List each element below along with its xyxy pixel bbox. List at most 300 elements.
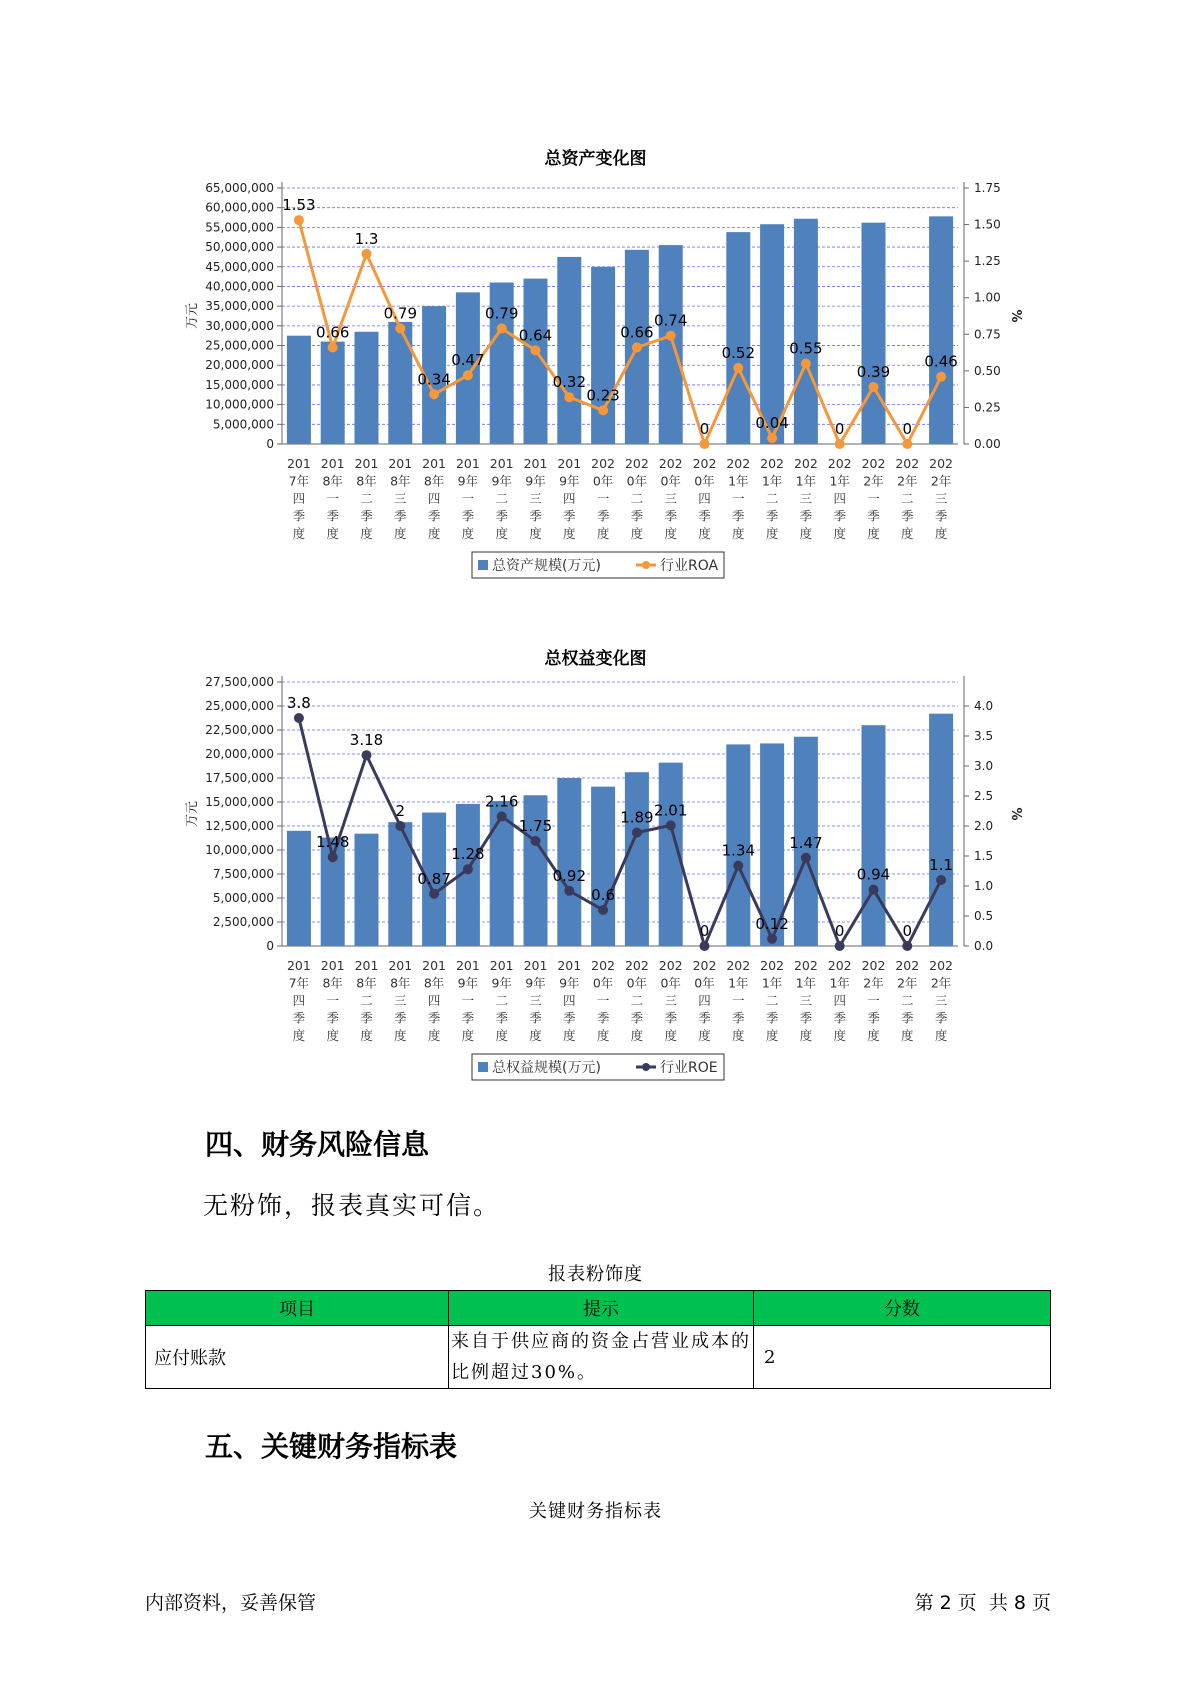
x-tick-label: 四 (292, 491, 306, 506)
bar (321, 342, 345, 444)
x-tick-label: 度 (867, 1028, 880, 1043)
data-label: 0.92 (552, 866, 587, 885)
data-label: 3.8 (286, 694, 311, 712)
data-label: 0.04 (755, 414, 789, 433)
data-label: 0 (834, 420, 845, 438)
line-point (294, 713, 304, 723)
x-tick-label: 季 (394, 508, 407, 524)
x-tick-label: 201 (557, 456, 582, 471)
x-tick-label: 季 (326, 1010, 339, 1026)
data-label: 0.79 (383, 304, 418, 323)
x-tick-label: 季 (630, 1010, 644, 1026)
x-tick-label: 季 (596, 508, 610, 524)
risk-table-header-hint: 提示 (449, 1291, 754, 1326)
line-point (936, 875, 946, 885)
x-tick-label: 度 (360, 526, 373, 541)
x-tick-label: 2年 (863, 975, 884, 991)
x-tick-label: 度 (495, 1028, 508, 1043)
x-tick-label: 1年 (829, 473, 850, 489)
x-tick-label: 季 (765, 1010, 779, 1026)
x-tick-label: 202 (658, 456, 683, 471)
y-axis-label: 万元 (185, 800, 200, 828)
line-point (362, 249, 372, 259)
x-tick-label: 一 (596, 491, 610, 506)
x-tick-label: 度 (461, 1028, 475, 1043)
x-tick-label: 三 (934, 491, 948, 506)
line-point (801, 853, 811, 863)
x-tick-label: 7年 (288, 975, 310, 991)
y2-tick-label: 1.5 (974, 849, 994, 863)
x-tick-label: 202 (726, 456, 751, 471)
x-tick-label: 度 (427, 1028, 441, 1043)
x-tick-label: 202 (624, 958, 649, 973)
x-tick-label: 三 (934, 993, 948, 1008)
x-tick-label: 季 (529, 1010, 542, 1026)
x-tick-label: 201 (489, 456, 514, 471)
x-tick-label: 季 (732, 508, 745, 524)
line-point (700, 941, 710, 951)
line-point (328, 342, 338, 352)
x-tick-label: 季 (799, 508, 813, 524)
bar (794, 219, 818, 444)
x-tick-label: 9年 (491, 473, 512, 489)
y2-tick-label: 3.0 (974, 759, 994, 773)
x-tick-label: 季 (563, 508, 576, 524)
data-label: 0.23 (586, 386, 620, 405)
y-tick-label: 50,000,000 (205, 240, 274, 255)
data-label: 0.12 (755, 914, 789, 933)
x-tick-label: 二 (901, 491, 914, 506)
x-tick-label: 二 (495, 491, 508, 506)
y-axis-label: 万元 (185, 302, 200, 330)
line-point (564, 392, 574, 402)
x-tick-label: 一 (732, 993, 745, 1008)
x-tick-label: 四 (563, 491, 576, 506)
x-tick-label: 201 (286, 958, 311, 973)
x-tick-label: 季 (495, 508, 508, 524)
x-tick-label: 季 (529, 508, 542, 524)
data-label: 2.16 (484, 792, 519, 811)
x-tick-label: 0年 (660, 473, 681, 489)
x-tick-label: 度 (495, 526, 508, 541)
bar (557, 257, 581, 444)
data-label: 0.79 (484, 304, 519, 323)
y2-tick-label: 0.75 (974, 327, 1001, 342)
x-tick-label: 202 (895, 958, 920, 973)
line-point (362, 750, 372, 760)
data-label: 0 (902, 922, 913, 940)
risk-hint-cell: 来自于供应商的资金占营业成本的比例超过30%。 (449, 1326, 754, 1389)
x-tick-label: 度 (630, 526, 644, 541)
data-label: 1.89 (620, 808, 654, 827)
y-tick-label: 55,000,000 (205, 220, 274, 235)
x-tick-label: 三 (394, 993, 407, 1008)
x-tick-label: 四 (833, 491, 846, 506)
y2-tick-label: 3.5 (974, 729, 994, 743)
x-tick-label: 9年 (525, 975, 546, 991)
x-tick-label: 201 (320, 958, 345, 973)
x-tick-label: 二 (495, 993, 508, 1008)
x-tick-label: 度 (360, 1028, 373, 1043)
x-tick-label: 度 (934, 526, 948, 541)
data-label: 1.75 (518, 817, 553, 835)
x-tick-label: 季 (833, 1010, 846, 1026)
x-tick-label: 202 (760, 456, 785, 471)
y-tick-label: 40,000,000 (205, 279, 274, 294)
x-tick-label: 度 (799, 526, 813, 541)
x-tick-label: 9年 (457, 975, 479, 991)
x-tick-label: 201 (455, 456, 480, 471)
data-label: 3.18 (349, 731, 384, 750)
x-tick-label: 9年 (559, 473, 580, 489)
x-tick-label: 度 (901, 526, 914, 541)
data-label: 0 (699, 922, 710, 940)
x-tick-label: 季 (360, 1010, 373, 1026)
x-tick-label: 8年 (390, 975, 411, 991)
risk-item-cell: 应付账款 (146, 1326, 449, 1389)
x-tick-label: 0年 (660, 975, 681, 991)
x-tick-label: 201 (388, 456, 413, 471)
risk-table-header-item: 项目 (146, 1291, 449, 1326)
x-tick-label: 7年 (288, 473, 310, 489)
y2-tick-label: 1.0 (974, 879, 994, 893)
x-tick-label: 度 (630, 1028, 644, 1043)
line-point (733, 861, 743, 871)
x-tick-label: 四 (833, 993, 846, 1008)
line-point (835, 941, 845, 951)
data-label: 0.39 (856, 362, 891, 381)
x-tick-label: 0年 (694, 473, 715, 489)
x-tick-label: 三 (664, 491, 677, 506)
y-tick-label: 15,000,000 (205, 377, 274, 392)
x-tick-label: 202 (793, 958, 818, 973)
line-point (497, 811, 507, 821)
data-label: 1.1 (929, 856, 954, 874)
x-tick-label: 度 (563, 1028, 576, 1043)
chart-total-equity (0, 670, 1191, 1090)
line-point (902, 941, 912, 951)
legend-line-label: 行业ROA (660, 558, 719, 574)
x-tick-label: 三 (529, 491, 542, 506)
x-tick-label: 季 (427, 508, 441, 524)
x-tick-label: 2年 (930, 975, 952, 991)
x-tick-label: 度 (664, 526, 677, 541)
data-label: 2 (395, 802, 406, 820)
x-tick-label: 季 (901, 1010, 914, 1026)
x-tick-label: 202 (760, 958, 785, 973)
x-tick-label: 201 (388, 958, 413, 973)
x-tick-label: 8年 (423, 975, 445, 991)
section5-heading: 五、关键财务指标表 (205, 1430, 458, 1463)
x-tick-label: 0年 (626, 473, 648, 489)
y2-tick-label: 0.25 (974, 400, 1001, 415)
legend-bar-label: 总资产规模(万元) (492, 558, 601, 574)
y-tick-label: 60,000,000 (205, 200, 274, 215)
x-tick-label: 季 (664, 508, 677, 524)
legend-line-marker (642, 1063, 650, 1071)
x-tick-label: 202 (624, 456, 649, 471)
data-label: 0 (834, 922, 845, 940)
line-point (632, 342, 642, 352)
x-tick-label: 2年 (863, 473, 884, 489)
data-label: 0 (902, 420, 913, 438)
x-tick-label: 202 (861, 958, 886, 973)
x-tick-label: 二 (360, 491, 373, 506)
x-tick-label: 1年 (795, 473, 817, 489)
x-tick-label: 度 (732, 526, 745, 541)
line-point (463, 864, 473, 874)
y2-tick-label: 0.50 (974, 363, 1001, 378)
x-tick-label: 9年 (525, 473, 546, 489)
x-tick-label: 度 (529, 526, 542, 541)
y2-tick-label: 0.00 (974, 437, 1001, 451)
y2-tick-label: 1.50 (974, 217, 1001, 232)
y-tick-label: 0 (266, 939, 274, 953)
line-point (835, 439, 845, 449)
x-tick-label: 1年 (728, 473, 749, 489)
y-tick-label: 5,000,000 (212, 891, 274, 905)
bar (355, 834, 379, 946)
x-tick-label: 0年 (592, 473, 614, 489)
x-tick-label: 四 (698, 491, 711, 506)
chart-title-equity: 总权益变化图 (544, 649, 647, 669)
x-tick-label: 二 (901, 993, 914, 1008)
x-tick-label: 度 (698, 526, 711, 541)
bar (287, 336, 311, 444)
line-point (395, 821, 405, 831)
x-tick-label: 一 (867, 491, 880, 506)
x-tick-label: 8年 (423, 473, 445, 489)
x-tick-label: 季 (292, 508, 306, 524)
x-tick-label: 一 (596, 993, 610, 1008)
y-tick-label: 20,000,000 (205, 358, 274, 373)
section4-heading: 四、财务风险信息 (205, 1128, 430, 1161)
x-tick-label: 二 (630, 491, 644, 506)
x-tick-label: 度 (427, 526, 441, 541)
x-tick-label: 度 (765, 526, 779, 541)
line-point (598, 405, 608, 415)
x-tick-label: 四 (292, 993, 306, 1008)
y-tick-label: 2,500,000 (212, 915, 274, 929)
data-label: 1.48 (315, 833, 350, 852)
x-tick-label: 季 (799, 1010, 813, 1026)
data-label: 0.52 (721, 343, 756, 362)
data-label: 0.32 (552, 373, 587, 392)
bar (591, 787, 615, 946)
x-tick-label: 季 (833, 508, 846, 524)
x-tick-label: 202 (827, 456, 852, 471)
bar (929, 714, 953, 946)
x-tick-label: 季 (461, 508, 475, 524)
x-tick-label: 度 (732, 1028, 745, 1043)
line-point (395, 323, 405, 333)
y-tick-label: 10,000,000 (205, 843, 274, 857)
x-tick-label: 季 (765, 508, 779, 524)
line-point (767, 433, 777, 443)
x-tick-label: 度 (867, 526, 880, 541)
line-point (733, 363, 743, 373)
bar (862, 223, 886, 444)
y2-tick-label: 2.5 (974, 789, 994, 803)
y2-axis-label: % (1008, 309, 1023, 323)
x-tick-label: 1年 (795, 975, 817, 991)
x-tick-label: 202 (591, 958, 616, 973)
legend-line-marker (642, 561, 650, 569)
x-tick-label: 202 (591, 456, 616, 471)
x-tick-label: 度 (934, 1028, 948, 1043)
line-point (531, 836, 541, 846)
x-tick-label: 201 (422, 456, 447, 471)
data-label: 0 (699, 420, 710, 438)
line-point (902, 439, 912, 449)
x-tick-label: 度 (698, 1028, 711, 1043)
x-tick-label: 1年 (761, 473, 783, 489)
bar (862, 725, 886, 946)
y2-tick-label: 4.0 (974, 699, 994, 713)
x-tick-label: 度 (765, 1028, 779, 1043)
y-tick-label: 30,000,000 (205, 318, 274, 333)
bar (625, 772, 649, 946)
x-tick-label: 二 (360, 993, 373, 1008)
line-point (429, 889, 439, 899)
bar (388, 322, 412, 444)
x-tick-label: 9年 (559, 975, 580, 991)
line-point (767, 934, 777, 944)
x-tick-label: 202 (827, 958, 852, 973)
data-label: 1.34 (721, 841, 756, 860)
y-tick-label: 7,500,000 (212, 867, 274, 881)
line-point (666, 820, 676, 830)
x-tick-label: 度 (326, 1028, 339, 1043)
y-tick-label: 65,000,000 (205, 181, 274, 195)
bar (659, 245, 683, 444)
x-tick-label: 202 (692, 958, 717, 973)
y-tick-label: 25,000,000 (205, 699, 274, 713)
data-label: 0.46 (924, 352, 958, 371)
line-point (429, 389, 439, 399)
y2-tick-label: 1.75 (974, 181, 1001, 195)
x-tick-label: 季 (596, 1010, 610, 1026)
data-label: 0.94 (856, 865, 891, 884)
key-metrics-caption: 关键财务指标表 (529, 1501, 662, 1522)
bar (760, 224, 784, 444)
data-label: 0.66 (315, 323, 350, 342)
x-tick-label: 二 (630, 993, 644, 1008)
x-tick-label: 201 (354, 958, 379, 973)
x-tick-label: 8年 (322, 975, 343, 991)
x-tick-label: 202 (793, 456, 818, 471)
x-tick-label: 一 (326, 993, 339, 1008)
y-tick-label: 35,000,000 (205, 299, 274, 314)
line-point (700, 439, 710, 449)
x-tick-label: 季 (427, 1010, 441, 1026)
y2-tick-label: 1.25 (974, 254, 1001, 269)
line-point (598, 905, 608, 915)
x-tick-label: 季 (563, 1010, 576, 1026)
y-tick-label: 12,500,000 (205, 819, 274, 833)
data-label: 0.66 (620, 323, 654, 342)
x-tick-label: 202 (861, 456, 886, 471)
line-point (497, 323, 507, 333)
x-tick-label: 0年 (592, 975, 614, 991)
x-tick-label: 201 (286, 456, 311, 471)
legend-bar-swatch (478, 1062, 488, 1072)
x-tick-label: 度 (394, 1028, 407, 1043)
x-tick-label: 季 (698, 1010, 711, 1026)
data-label: 1.47 (789, 833, 823, 852)
y2-tick-label: 0.0 (974, 939, 994, 953)
line-point (328, 852, 338, 862)
x-tick-label: 季 (934, 508, 948, 524)
bar (929, 216, 953, 444)
section4-text: 无粉饰，报表真实可信。 (203, 1191, 501, 1220)
line-point (632, 828, 642, 838)
x-tick-label: 2年 (897, 975, 918, 991)
data-label: 1.28 (451, 845, 485, 864)
x-tick-label: 201 (422, 958, 447, 973)
x-tick-label: 季 (292, 1010, 306, 1026)
y-tick-label: 15,000,000 (205, 795, 274, 809)
x-tick-label: 度 (664, 1028, 677, 1043)
x-tick-label: 度 (292, 526, 306, 541)
bar (591, 267, 615, 444)
x-tick-label: 季 (698, 508, 711, 524)
data-label: 0.55 (789, 339, 823, 358)
table-row (146, 1326, 1051, 1389)
bar (355, 332, 379, 444)
y-tick-label: 20,000,000 (205, 747, 274, 761)
x-tick-label: 三 (394, 491, 407, 506)
x-tick-label: 四 (698, 993, 711, 1008)
x-tick-label: 一 (732, 491, 745, 506)
x-tick-label: 2年 (930, 473, 952, 489)
x-tick-label: 一 (326, 491, 339, 506)
x-tick-label: 季 (867, 508, 880, 524)
x-tick-label: 201 (523, 456, 548, 471)
data-label: 0.64 (518, 326, 553, 345)
x-tick-label: 9年 (491, 975, 512, 991)
x-tick-label: 8年 (390, 473, 411, 489)
y-tick-label: 27,500,000 (205, 675, 274, 689)
x-tick-label: 202 (692, 456, 717, 471)
chart-total-assets (0, 170, 1191, 590)
data-label: 1.3 (354, 229, 379, 248)
risk-table-header-row (146, 1291, 1051, 1326)
y2-tick-label: 1.00 (974, 290, 1001, 305)
x-tick-label: 季 (901, 508, 914, 524)
x-tick-label: 0年 (626, 975, 648, 991)
footer-confidential: 内部资料，妥善保管 (145, 1592, 317, 1614)
x-tick-label: 201 (455, 958, 480, 973)
y-tick-label: 25,000,000 (205, 338, 274, 353)
x-tick-label: 度 (833, 1028, 846, 1043)
x-tick-label: 度 (292, 1028, 306, 1043)
data-label: 0.6 (591, 886, 616, 904)
x-tick-label: 季 (732, 1010, 745, 1026)
y-tick-label: 22,500,000 (205, 723, 274, 737)
x-tick-label: 度 (394, 526, 407, 541)
x-tick-label: 一 (461, 993, 475, 1008)
x-tick-label: 四 (563, 993, 576, 1008)
x-tick-label: 度 (901, 1028, 914, 1043)
x-tick-label: 202 (658, 958, 683, 973)
y-tick-label: 5,000,000 (212, 417, 274, 432)
x-tick-label: 度 (563, 526, 576, 541)
data-label: 0.47 (451, 351, 485, 370)
risk-score-cell: 2 (754, 1326, 1051, 1389)
x-tick-label: 季 (867, 1010, 880, 1026)
x-tick-label: 一 (867, 993, 880, 1008)
